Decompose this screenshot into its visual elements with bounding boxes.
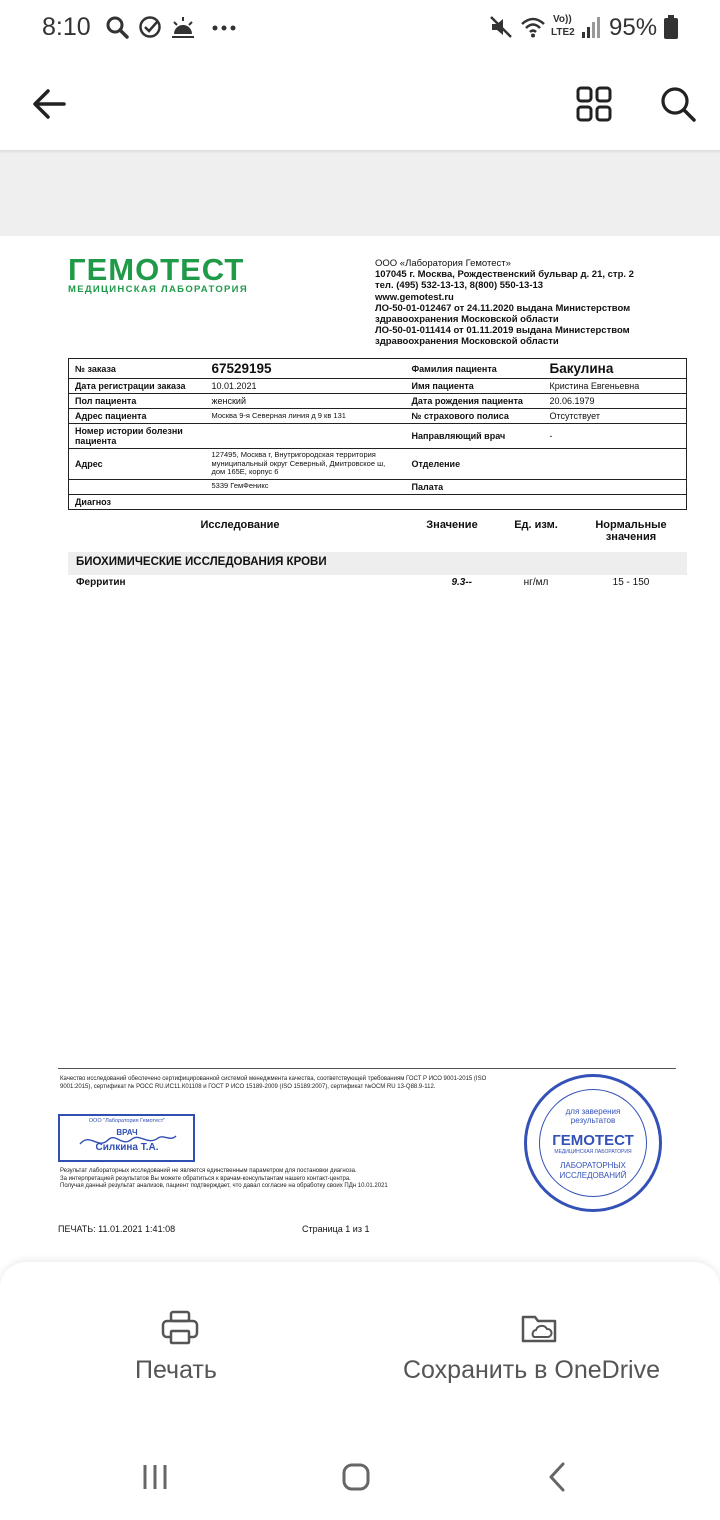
department-value	[544, 449, 687, 480]
doctor-stamp	[58, 1114, 195, 1162]
search-icon[interactable]	[654, 80, 702, 128]
table-row	[69, 494, 687, 509]
table-row	[69, 394, 687, 409]
table-row	[69, 379, 687, 394]
network-sub-label: LTE2	[551, 27, 575, 38]
lab-info-line: ЛО-50-01-011414 от 01.11.2019 выдана Министерством	[375, 325, 630, 337]
result-unit: нг/мл	[523, 577, 549, 588]
onedrive-button[interactable]: Сохранить в OneDrive	[403, 1356, 660, 1384]
stamp-name: Силкина Т.А.	[95, 1142, 159, 1153]
home-icon[interactable]	[339, 1460, 373, 1494]
footer-divider	[58, 1068, 676, 1069]
back-arrow-icon[interactable]	[26, 80, 74, 128]
viewer-background	[0, 154, 720, 236]
history-label: Номер истории болезни пациента	[69, 424, 206, 449]
reg-date-label: Дата регистрации заказа	[69, 379, 206, 394]
lab-info-line: ЛО-50-01-012467 от 24.11.2020 выдана Министерством	[375, 302, 631, 314]
doctor-value: -	[544, 424, 687, 449]
grid-view-icon[interactable]	[570, 80, 618, 128]
col-value: Значение	[426, 519, 478, 531]
print-icon[interactable]	[160, 1308, 200, 1348]
lab-info-line: тел. (495) 532-13-13, 8(800) 550-13-13	[375, 280, 544, 292]
section-title: БИОХИМИЧЕСКИЕ ИССЛЕДОВАНИЯ КРОВИ	[68, 552, 687, 575]
addr2-label: Адрес	[69, 449, 206, 480]
ward-label: Палата	[406, 479, 544, 494]
surname-label: Фамилия пациента	[406, 359, 544, 379]
addr2-value: 127495, Москва г, Внутригородская территория муниципальный округ Северный, Дмитровское ш, дом 165Е, корпус 6	[206, 449, 406, 480]
logo-subtitle: МЕДИЦИНСКАЯ ЛАБОРАТОРИЯ	[68, 284, 248, 295]
seal-sub: МЕДИЦИНСКАЯ ЛАБОРАТОРИЯ	[554, 1149, 632, 1155]
reg-date-value: 10.01.2021	[206, 379, 406, 394]
footer-notes	[60, 1168, 500, 1191]
clinic-label	[69, 479, 206, 494]
col-unit: Ед. изм.	[514, 519, 558, 531]
recents-icon[interactable]	[138, 1460, 172, 1494]
result-name: Ферритин	[76, 577, 126, 588]
policy-value: Отсутствует	[544, 409, 687, 424]
footer-note: За интерпретацией результатов Вы можете обратиться к врачам-консультантам нашего контакт-центра.	[60, 1175, 351, 1182]
folder-cloud-icon[interactable]	[520, 1308, 560, 1348]
lab-info	[375, 258, 695, 348]
surname-value: Бакулина	[544, 359, 687, 379]
diagnosis-label: Диагноз	[69, 494, 687, 509]
footer-note: Результат лабораторных исследований не является единственным параметром для постановки диагноза.	[60, 1168, 357, 1174]
department-label: Отделение	[406, 449, 544, 480]
col-norm: Нормальные значения	[595, 519, 667, 543]
result-value: 9.3--	[451, 577, 472, 588]
name-value: Кристина Евгеньевна	[544, 379, 687, 394]
lab-info-line: www.gemotest.ru	[375, 291, 454, 303]
signal-icon	[580, 14, 602, 40]
doctor-label: Направляющий врач	[406, 424, 544, 449]
policy-label: № страхового полиса	[406, 409, 544, 424]
order-value: 67529195	[206, 359, 406, 379]
lab-info-line: ООО «Лаборатория Гемотест»	[375, 258, 511, 269]
print-time: ПЕЧАТЬ: 11.01.2021 1:41:08	[58, 1224, 176, 1234]
ward-value	[544, 479, 687, 494]
history-value	[206, 424, 406, 449]
seal-brand: ГЕМОТЕСТ	[552, 1132, 634, 1149]
seal-bottom-1: ЛАБОРАТОРНЫХ	[560, 1161, 626, 1170]
table-row	[69, 409, 687, 424]
mute-icon	[488, 14, 514, 40]
app-bar	[0, 56, 720, 152]
birth-value: 20.06.1979	[544, 394, 687, 409]
patient-table	[68, 358, 687, 510]
table-row	[69, 449, 687, 480]
lab-info-line: здравоохранения Московской области	[375, 336, 559, 348]
name-label: Имя пациента	[406, 379, 544, 394]
seal-bottom-2: ИССЛЕДОВАНИЙ	[559, 1171, 627, 1180]
more-dots-icon	[210, 14, 238, 40]
lab-info-line: здравоохранения Московской области	[375, 314, 559, 326]
sex-label: Пол пациента	[69, 394, 206, 409]
print-button[interactable]: Печать	[135, 1356, 217, 1384]
seal-top-text: для заверения результатов	[565, 1107, 621, 1125]
sex-value: женский	[206, 394, 406, 409]
search-icon	[104, 14, 130, 40]
result-norm: 15 - 150	[612, 577, 650, 588]
battery-icon	[662, 14, 680, 40]
weather-icon	[170, 14, 196, 40]
status-time: 8:10	[42, 13, 91, 41]
table-row	[69, 424, 687, 449]
col-study: Исследование	[200, 519, 280, 531]
order-label: № заказа	[69, 359, 206, 379]
lab-seal	[524, 1074, 662, 1212]
status-bar	[0, 0, 720, 56]
document-page	[0, 236, 720, 1260]
battery-percent: 95%	[609, 14, 658, 41]
signature-icon	[78, 1130, 178, 1152]
back-icon[interactable]	[541, 1460, 575, 1494]
footer-note: Получая данный результат анализов, пациент подтверждает, что давал согласие на обработку своих ПДн 10.01.2021	[60, 1183, 388, 1189]
wifi-icon	[520, 14, 546, 40]
table-row	[69, 479, 687, 494]
page-info: Страница 1 из 1	[302, 1224, 370, 1234]
stamp-role: ВРАЧ	[116, 1128, 138, 1137]
address-label: Адрес пациента	[69, 409, 206, 424]
logo-title: ГЕМОТЕСТ	[68, 252, 245, 287]
table-row	[69, 359, 687, 379]
stamp-top-text: ООО "Лаборатория Гемотест"	[88, 1118, 166, 1124]
footer-quality: Качество исследований обеспечено сертифицированной системой менеджмента качества, соответствующей требованиям ГОСТ Р ИСО 9001-2015 (ISO 9001:2015), сертификат № РОСС RU.ИС11.К01108 и ГОСТ Р ИСО 15189-2009 (ISO 15189:2007), сертификат №ОСМ RU 13-Q88.9-112.	[60, 1076, 487, 1090]
network-label: Vo))	[553, 14, 572, 25]
address-value: Москва 9-я Северная линия д 9 кв 131	[206, 409, 406, 424]
birth-label: Дата рождения пациента	[406, 394, 544, 409]
check-circle-icon	[138, 14, 164, 40]
clinic-value: 5339 ГемФеникс	[206, 479, 406, 494]
lab-info-line: 107045 г. Москва, Рождественский бульвар д. 21, стр. 2	[375, 269, 634, 281]
